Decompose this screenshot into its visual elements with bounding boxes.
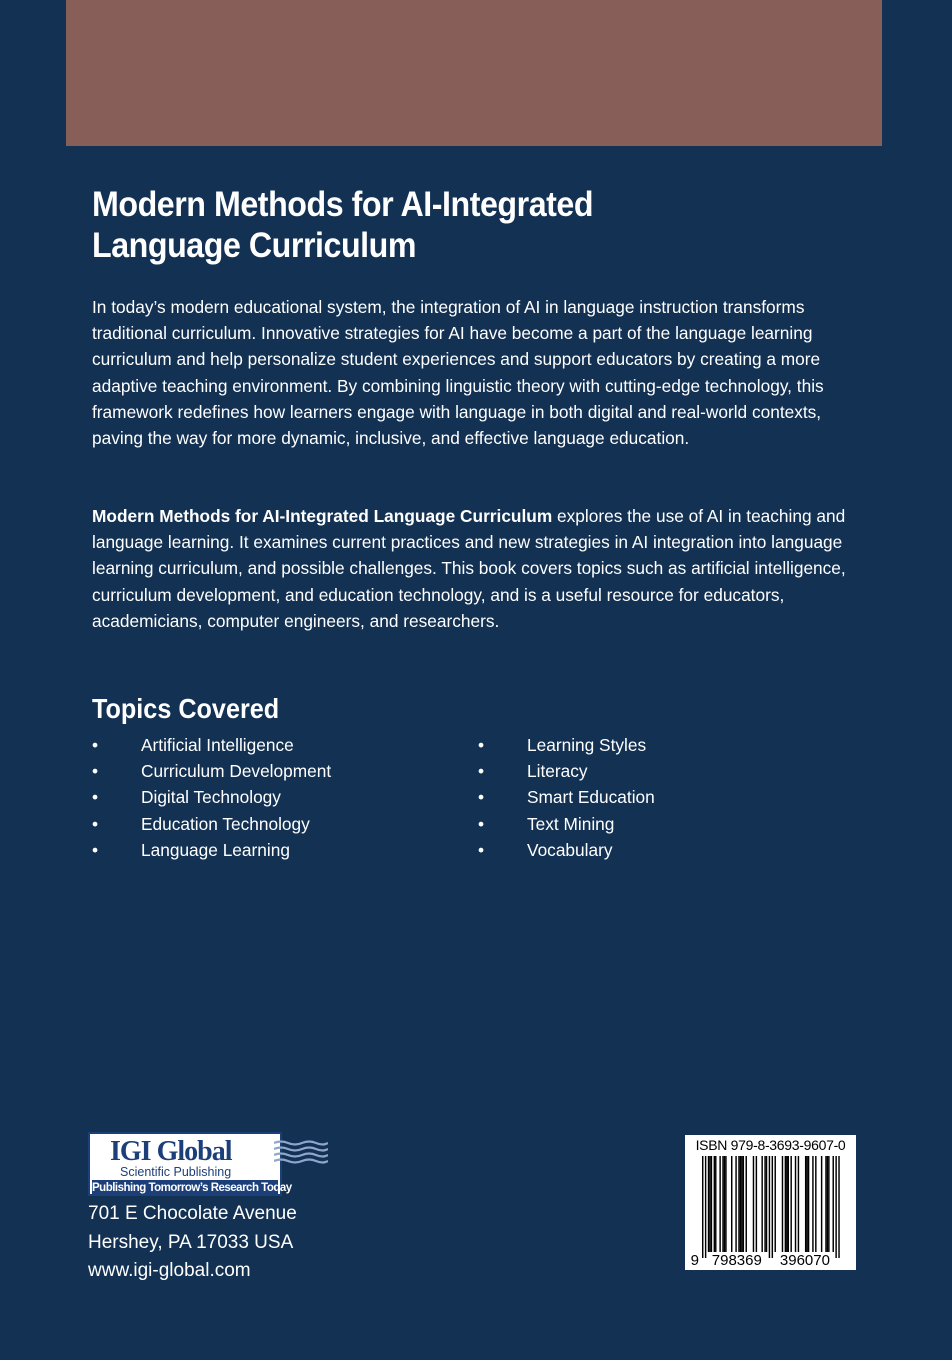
barcode-bar (805, 1156, 806, 1252)
bullet-icon: • (92, 787, 99, 808)
barcode-bar (766, 1156, 767, 1252)
barcode-bar (708, 1156, 709, 1252)
description-paragraph-2 (92, 503, 862, 634)
barcode-bar (808, 1156, 809, 1252)
igi-global-logo (88, 1132, 328, 1200)
topics-heading: Topics Covered (92, 693, 280, 724)
description-paragraph-1: In today’s modern educational system, the integration of AI in language instruction transforms traditional curriculum. Innovative strategies for AI have become a part of the language learning curriculum and help personalize student experiences and support educators by creating a more adaptive teaching environment. By combining linguistic theory with cutting-edge technology, this framework redefines how learners engage with language in both digital and real-world contexts, paving the way for more dynamic, inclusive, and effective language education. (92, 297, 824, 449)
topic-label: Text Mining (527, 813, 615, 834)
barcode-digits: 9 (690, 1252, 699, 1269)
barcode-bar (775, 1156, 776, 1252)
paragraph-2-text: explores the use of AI in teaching and language learning. It examines current practices and new strategies in AI integration into language learning curriculum, and possible challenges. This book covers topics such as artificial intelligence, curriculum development, and education technology, and is a useful resource for educators, academicians, computer engineers, and researchers. (92, 506, 846, 631)
barcode-bar (740, 1156, 741, 1252)
barcode-bar (838, 1156, 839, 1258)
barcode-bar (825, 1156, 826, 1252)
barcode-bar (756, 1156, 757, 1252)
book-title (92, 184, 791, 266)
barcode-bar (753, 1156, 754, 1252)
barcode-bar (786, 1156, 787, 1252)
logo-box (88, 1132, 292, 1196)
barcode-digits: 396070 (779, 1252, 830, 1269)
barcode-bar (722, 1156, 723, 1252)
barcode-bar (821, 1156, 822, 1252)
isbn-barcode-box (685, 1135, 856, 1270)
topic-label: Learning Styles (527, 735, 647, 755)
barcode-bar (795, 1156, 796, 1252)
title-line-2: Language Curriculum (92, 226, 417, 265)
waves-icon (274, 1140, 328, 1166)
barcode-bar (741, 1156, 742, 1252)
barcode-bar (735, 1156, 736, 1252)
publisher-address (88, 1200, 297, 1286)
bullet-icon: • (478, 787, 485, 808)
barcode-bar (806, 1156, 807, 1252)
barcode-bar (833, 1156, 834, 1252)
barcode-bar (714, 1156, 715, 1252)
topic-label: Curriculum Development (141, 761, 332, 782)
topic-label: Artificial Intelligence (141, 735, 294, 755)
barcode-bar (702, 1156, 703, 1258)
barcode-bar (724, 1156, 725, 1252)
barcode-bar (769, 1156, 770, 1258)
barcode-bar (812, 1156, 813, 1252)
topic-label: Language Learning (141, 839, 290, 860)
bullet-icon: • (478, 839, 485, 860)
barcode-bar (772, 1156, 773, 1258)
topic-label: Smart Education (527, 787, 655, 808)
logo-subtitle: Scientific Publishing (120, 1165, 232, 1179)
barcode-bar (764, 1156, 765, 1252)
address-street: 701 E Chocolate Avenue (88, 1203, 297, 1224)
barcode-bar (746, 1156, 747, 1252)
barcode-bar (788, 1156, 789, 1252)
barcode-bar (790, 1156, 791, 1252)
barcode-bar (711, 1156, 712, 1252)
bullet-icon: • (478, 813, 485, 834)
publisher-website: www.igi-global.com (88, 1260, 251, 1281)
book-title-inline: Modern Methods for AI-Integrated Language Curriculum (92, 506, 553, 526)
barcode-bar (705, 1156, 706, 1258)
barcode-bar (715, 1156, 716, 1252)
logo-name: IGI Global (110, 1136, 232, 1167)
bullet-icon: • (92, 839, 99, 860)
topic-label: Vocabulary (527, 839, 613, 860)
title-line-1: Modern Methods for AI-Integrated (92, 185, 594, 224)
barcode (685, 1135, 856, 1270)
barcode-bar (731, 1156, 732, 1252)
isbn-label: ISBN 979-8-3693-9607-0 (695, 1137, 846, 1153)
topic-label: Education Technology (141, 813, 310, 834)
barcode-bar (782, 1156, 783, 1252)
topic-label: Digital Technology (141, 787, 281, 808)
logo-tagline: Publishing Tomorrow’s Research Today (92, 1182, 292, 1194)
barcode-bar (798, 1156, 799, 1252)
bullet-icon: • (92, 761, 99, 782)
barcode-bar (761, 1156, 762, 1252)
barcode-bar (785, 1156, 786, 1252)
bullet-icon: • (92, 735, 99, 755)
barcode-bar (828, 1156, 829, 1252)
bullet-icon: • (478, 761, 485, 782)
bullet-icon: • (478, 735, 485, 755)
barcode-bar (719, 1156, 720, 1252)
topic-label: Literacy (527, 761, 588, 782)
bullet-icon: • (92, 813, 99, 834)
address-city: Hershey, PA 17033 USA (88, 1231, 294, 1253)
barcode-bar (815, 1156, 816, 1252)
barcode-bar (835, 1156, 836, 1258)
barcode-bar (709, 1156, 710, 1252)
barcode-digits: 798369 (711, 1252, 762, 1269)
barcode-bar (743, 1156, 744, 1252)
barcode-bar (738, 1156, 739, 1252)
top-color-band (66, 0, 882, 146)
barcode-bar (725, 1156, 726, 1252)
barcode-bar (827, 1156, 828, 1252)
